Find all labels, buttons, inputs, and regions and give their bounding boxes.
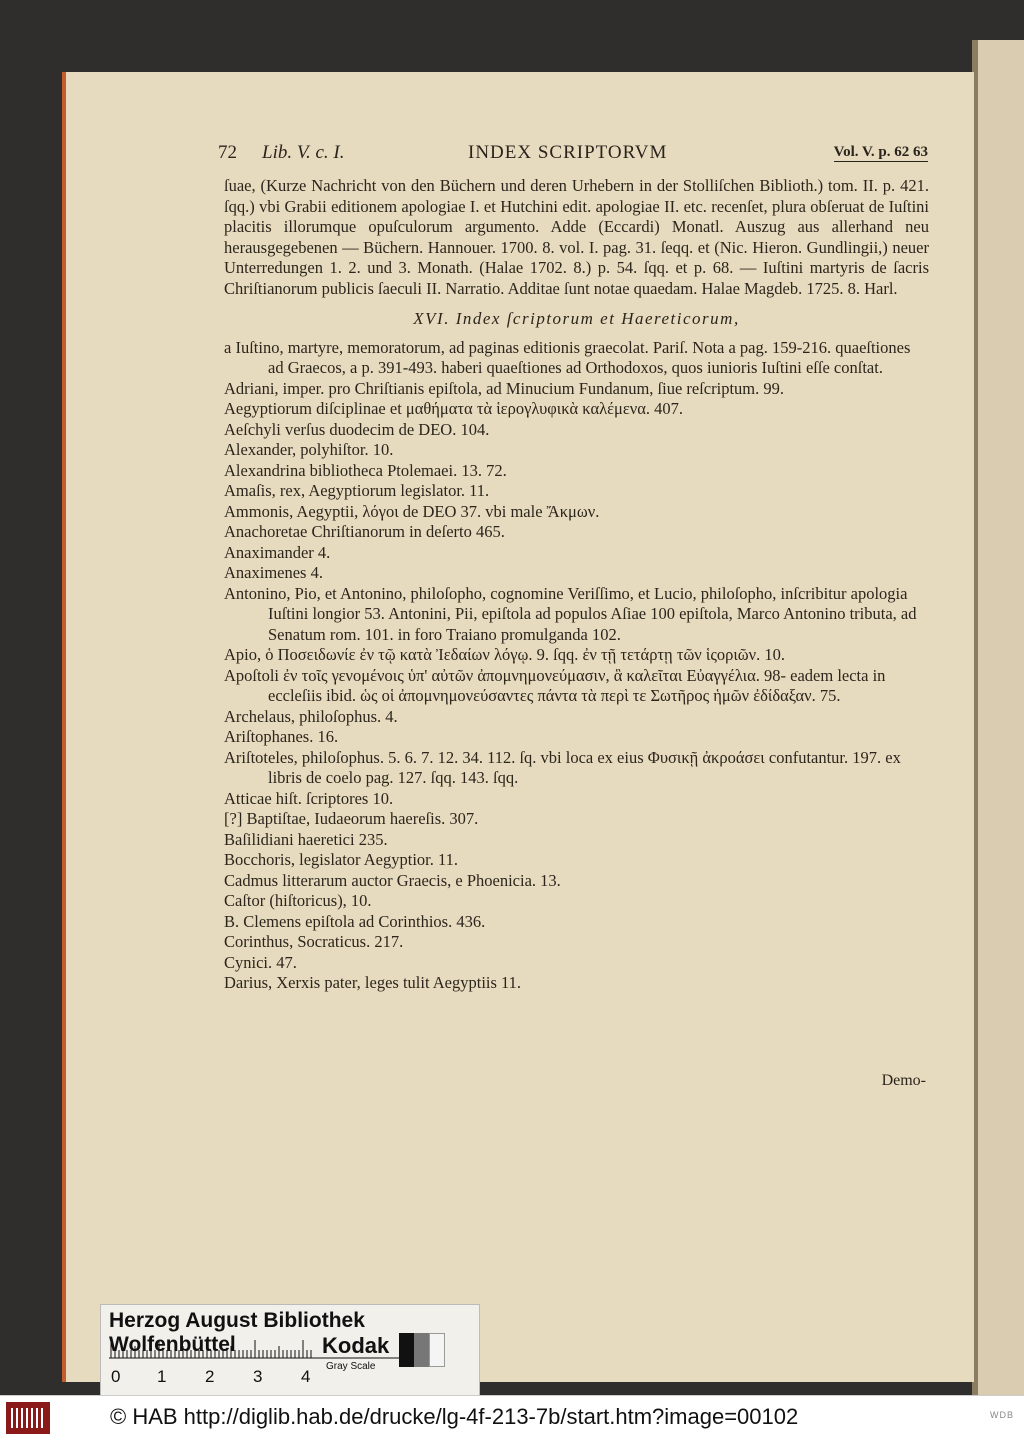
ruler-number: 4 — [301, 1367, 311, 1386]
gray-patch-mid — [414, 1333, 429, 1367]
index-entry: Aeſchyli verſus duodecim de DEO. 104. — [224, 419, 490, 439]
index-entry: Aegyptiorum diſciplinae et μαθήματα τὰ ἱερογλυφικὰ καλέμενα. 407. — [224, 399, 684, 418]
index-entry: Ammonis, Aegyptii, λόγοι de DEO 37. vbi male Ἄκμων. — [224, 501, 600, 521]
index-entry: [?] Baptiſtae, Iudaeorum haereſis. 307. — [224, 809, 479, 828]
viewer-footer — [0, 1395, 1024, 1441]
index-entry: Apoſtoli ἐν τοῖς γενομένοις ὑπ' αὐτῶν ἀπομνημονεύμασιν, ἃ καλεῖται Εὐαγγέλια. 98- eadem lecta in eccleſiis ibid. ὡς οἱ ἀπομνημονεύσαντες πάντα τὰ περὶ τε Σωτῆρος ἡμῶν ἐδίδαξαν. 75. — [224, 665, 886, 705]
index-entry: Alexander, polyhiſtor. 10. — [224, 440, 394, 459]
intro-paragraph-block — [224, 176, 929, 299]
kodak-logo: Kodak — [322, 1333, 390, 1358]
gray-scale-patches — [399, 1333, 445, 1367]
facing-page-edge — [972, 40, 1024, 1395]
ruler-number: 2 — [205, 1367, 215, 1386]
index-entry: Amaſis, rex, Aegyptiorum legislator. 11. — [224, 481, 490, 500]
main-text — [224, 176, 929, 994]
index-entry: Archelaus, philoſophus. 4. — [224, 706, 398, 726]
index-entry: Ariſtophanes. 16. — [224, 727, 339, 746]
kodak-subtitle: Gray Scale — [326, 1361, 376, 1372]
index-entry: Darius, Xerxis pater, leges tulit Aegyptiis 11. — [224, 973, 522, 992]
page-number: 72 — [218, 142, 237, 163]
index-entry: Adriani, imper. pro Chriſtianis epiſtola, ad Minucium Fundanum, ſiue reſcriptum. 99. — [224, 378, 784, 398]
index-entry: a Iuſtino, martyre, memoratorum, ad paginas editionis graecolat. Pariſ. Nota a pag. 159-216. quaeſtiones ad Graecos, a p. 391-493. haberi quaeſtiones ad Orthodoxos, quos iunioris Iuſtini eſſe conſtat. — [224, 337, 911, 377]
intro-paragraph: ſuae, (Kurze Nachricht von den Büchern und deren Urhebern in der Stolliſchen Biblioth.) tom. II. p. 421. ſqq.) vbi Grabii editionem apologiae I. et Hutchini edit. apologiae II. etc. recenſet, plura obſeruat de Iuſtini placitis illorumque opuſculorum argumento. Adde (Eccardi) Monatl. Auszug aus allerhand neu herausgegebenen — Büchern. Hannouer. 1700. 8. vol. I. pag. 31. ſeqq. et (Nic. Hieron. Gundlingii,) neuer Unterredungen 1. 2. und 3. Monath. (Halae 1702. 8.) p. 54. ſqq. et p. 68. — Iuſtini martyris de ſacris Chriſtianorum publicis ſaeculi II. Narratio. Additae ſunt notae quaedam. Halae Magdeb. 1725. 8. Harl. — [224, 176, 929, 298]
index-entries — [224, 338, 929, 994]
page-title: INDEX SCRIPTORVM — [468, 142, 668, 163]
index-entry: Atticae hiſt. ſcriptores 10. — [224, 788, 394, 808]
gray-patch-white — [429, 1333, 445, 1367]
ruler-number: 3 — [253, 1367, 263, 1386]
gray-patch-black — [399, 1333, 414, 1367]
library-name: Herzog August Bibliothek Wolfenbüttel — [109, 1309, 365, 1356]
library-color-card — [100, 1304, 480, 1400]
section-heading: XVI. Index ſcriptorum et Haereticorum, — [413, 309, 740, 328]
index-entry: Antonino, Pio, et Antonino, philoſopho, cognomine Veriſſimo, et Lucio, philoſopho, inſcribitur apologia Iuſtini longior 53. Antonini, Pii, epiſtola ad populos Aſiae 100 epiſtola, Marco Antonino tributa, ad Senatum rom. 101. in foro Traiano promulganda 102. — [224, 583, 917, 644]
index-entry: B. Clemens epiſtola ad Corinthios. 436. — [224, 911, 486, 931]
book-page — [62, 72, 974, 1382]
catchword: Demo- — [881, 1072, 926, 1089]
index-entry: Apio, ὁ Ποσειδωνίε ἐν τῷ κατὰ Ἰεδαίων λόγῳ. 9. ſqq. ἐν τῇ τετάρτῃ τῶν ἱςοριῶν. 10. — [224, 645, 785, 664]
index-entry: Anachoretae Chriſtianorum in deſerto 465. — [224, 522, 505, 541]
ruler-number: 1 — [157, 1367, 167, 1386]
running-head — [218, 142, 928, 168]
index-entry: Cadmus litterarum auctor Graecis, e Phoenicia. 13. — [224, 870, 561, 890]
index-entry: Anaximenes 4. — [224, 563, 323, 582]
volume-reference: Vol. V. p. 62 63 — [833, 144, 928, 160]
index-entry: Bocchoris, legislator Aegyptior. 11. — [224, 850, 459, 869]
copyright-url[interactable]: © HAB http://diglib.hab.de/drucke/lg-4f-213-7b/start.htm?image=00102 — [110, 1404, 799, 1429]
footer-mark: WDB — [990, 1410, 1014, 1420]
index-entry: Alexandrina bibliotheca Ptolemaei. 13. 72. — [224, 460, 507, 480]
ruler-number: 0 — [111, 1367, 121, 1386]
index-entry: Caſtor (hiſtoricus), 10. — [224, 891, 372, 910]
hab-logo-icon — [6, 1402, 50, 1434]
book-reference: Lib. V. c. I. — [262, 142, 345, 163]
index-entry: Anaximander 4. — [224, 542, 331, 562]
index-entry: Corinthus, Socraticus. 217. — [224, 932, 404, 951]
index-entry: Baſilidiani haeretici 235. — [224, 829, 388, 849]
index-entry: Cynici. 47. — [224, 952, 297, 972]
index-entry: Ariſtoteles, philoſophus. 5. 6. 7. 12. 34. 112. ſq. vbi loca ex eius Φυσικῇ ἀκροάσει confutantur. 197. ex libris de coelo pag. 127. ſqq. 143. ſqq. — [224, 747, 901, 787]
